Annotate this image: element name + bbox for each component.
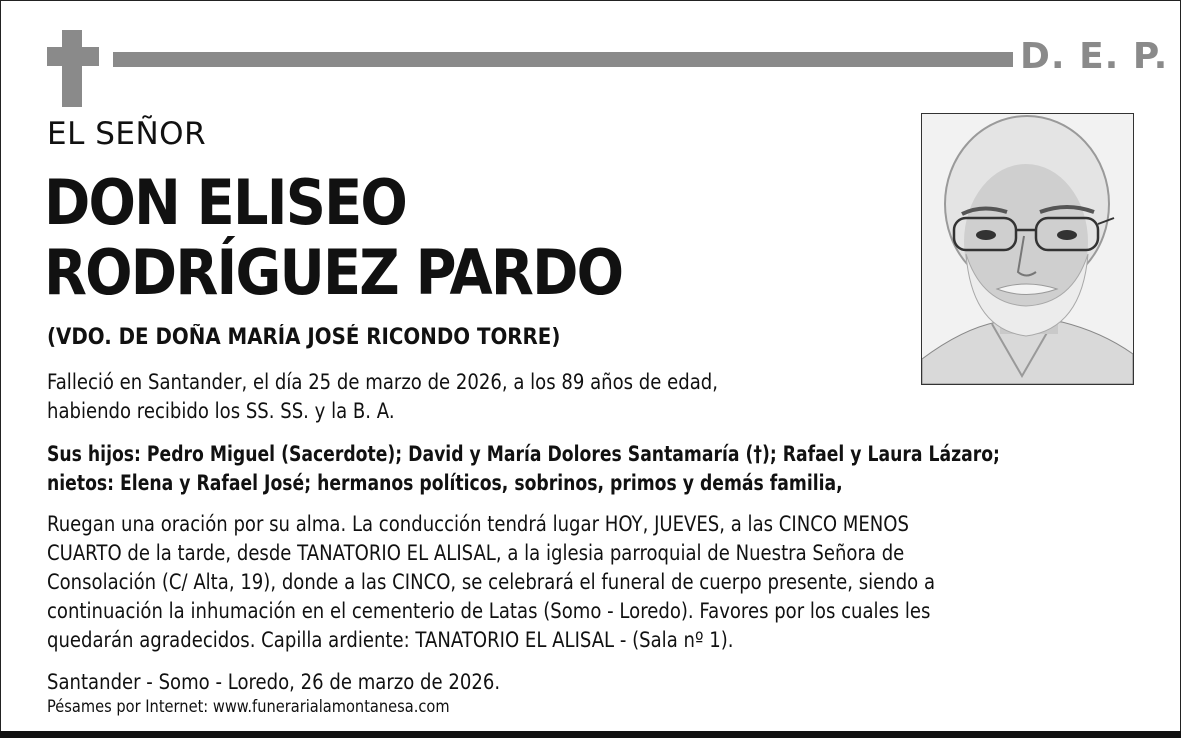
notice-line: Consolación (C/ Alta, 19), donde a las CINCO, se celebrará el funeral de cuerpo presente, siendo a xyxy=(47,570,936,594)
notice-line: Ruegan una oración por su alma. La conducción tendrá lugar HOY, JUEVES, a las CINCO MENOS xyxy=(47,512,909,536)
title-prefix: EL SEÑOR xyxy=(47,116,207,152)
place-date: Santander - Somo - Loredo, 26 de marzo de 2026. xyxy=(47,670,501,694)
notice-line: quedarán agradecidos. Capilla ardiente: TANATORIO EL ALISAL - (Sala nº 1). xyxy=(47,628,734,652)
portrait-illustration xyxy=(922,114,1133,384)
portrait-photo xyxy=(921,113,1134,385)
widower-note: (VDO. DE DOÑA MARÍA JOSÉ RICONDO TORRE) xyxy=(47,325,561,350)
bottom-border xyxy=(0,731,1181,738)
internet-condolences: Pésames por Internet: www.funerarialamontanesa.com xyxy=(47,697,450,717)
death-line-2: habiendo recibido los SS. SS. y la B. A. xyxy=(47,399,395,423)
death-line-1: Falleció en Santander, el día 25 de marzo de 2026, a los 89 años de edad, xyxy=(47,370,718,394)
deceased-name xyxy=(44,168,622,308)
name-line-1: DON ELISEO xyxy=(44,166,407,239)
notice-line: CUARTO de la tarde, desde TANATORIO EL ALISAL, a la iglesia parroquial de Nuestra Señora de xyxy=(47,541,905,565)
cross-icon-arm xyxy=(47,47,99,66)
family-line-1: Sus hijos: Pedro Miguel (Sacerdote); David y María Dolores Santamaría (†); Rafael y Laura Lázaro; xyxy=(47,442,1000,466)
header-rule xyxy=(113,52,1013,67)
name-line-2: RODRÍGUEZ PARDO xyxy=(44,236,623,309)
cross-icon xyxy=(62,30,82,107)
dep-label: D. E. P. xyxy=(1020,36,1169,77)
notice-line: continuación la inhumación en el cementerio de Latas (Somo - Loredo). Favores por los cuales les xyxy=(47,599,931,623)
family-line-2: nietos: Elena y Rafael José; hermanos políticos, sobrinos, primos y demás familia, xyxy=(47,471,843,495)
